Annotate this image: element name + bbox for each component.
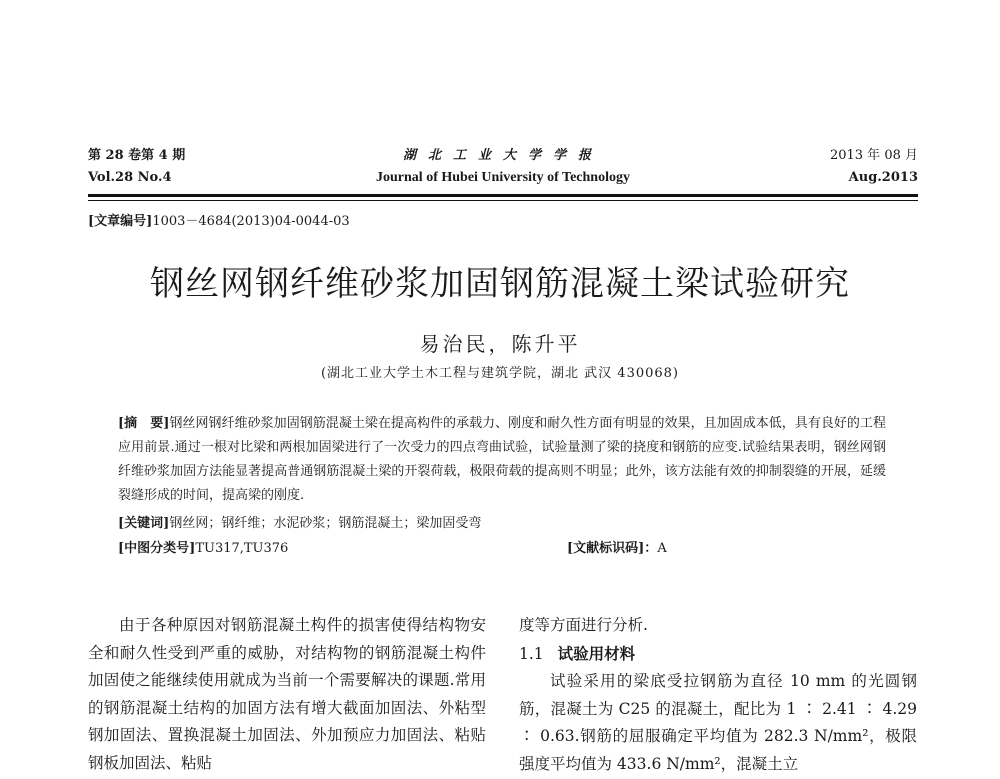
keywords	[118, 512, 481, 536]
header-rule-thin	[88, 200, 918, 201]
article-number	[88, 212, 350, 232]
article-number-value: 1003－4684(2013)04-0044-03	[152, 214, 350, 229]
classification-value: TU317,TU376	[195, 541, 289, 556]
body-column-left	[88, 612, 486, 778]
volume-issue-en: Vol.28 No.4	[88, 170, 172, 185]
abstract-text: 钢丝网钢纤维砂浆加固钢筋混凝土梁在提高构件的承载力、刚度和耐久性方面有明显的效果，且加固成本低，具有良好的工程应用前景.通过一根对比梁和两根加固梁进行了一次受力的四点弯曲试验，试验量测了梁的挠度和钢筋的应变.试验结果表明，钢丝网钢纤维砂浆加固方法能显著提高普通钢筋混凝土梁的开裂荷载，极限荷载的提高则不明显；此外，该方法能有效的抑制裂缝的开展，延缓裂缝形成的时间，提高梁的刚度.	[118, 416, 886, 503]
paper-title: 钢丝网钢纤维砂浆加固钢筋混凝土梁试验研究	[150, 264, 850, 304]
article-number-label: [文章编号]	[88, 214, 153, 229]
publication-date-en: Aug.2013	[848, 170, 918, 185]
journal-name-cn: 湖北工业大学学报	[402, 148, 603, 163]
header-rule-thick	[88, 194, 918, 197]
document-code	[567, 537, 667, 561]
abstract-label: [摘 要]	[118, 416, 170, 431]
author-affiliation: (湖北工业大学土木工程与建筑学院，湖北 武汉 430068)	[320, 366, 680, 381]
running-header-cn	[88, 146, 918, 166]
body-paragraph: 由于各种原因对钢筋混凝土构件的损害使得结构物安全和耐久性受到严重的威胁，对结构物的钢筋混凝土构件加固使之能继续使用就成为当前一个需要解决的课题.常用的钢筋混凝土结构的加固方法有增大截面加固法、外粘型钢加固法、置换混凝土加固法、外加预应力加固法、粘贴钢板加固法、粘贴	[88, 616, 486, 772]
publication-date-cn: 2013 年 08 月	[829, 148, 918, 163]
running-header-en	[88, 168, 918, 188]
journal-name-en: Journal of Hubei University of Technology	[376, 170, 630, 185]
classification-label: [中图分类号]	[118, 541, 196, 556]
classification-number	[118, 537, 288, 561]
document-code-value: A	[657, 541, 667, 556]
document-code-label: [文献标识码]：	[567, 541, 658, 556]
keywords-label: [关键词]	[118, 516, 170, 531]
section-number: 1.1	[519, 644, 544, 663]
body-continuation: 度等方面进行分析.	[519, 616, 648, 634]
section-title: 试验用材料	[557, 643, 636, 663]
keywords-text: 钢丝网；钢纤维；水泥砂浆；钢筋混凝土；梁加固受弯	[169, 516, 482, 531]
body-paragraph: 试验采用的梁底受拉钢筋为直径 10 mm 的光圆钢筋，混凝土为 C25 的混凝土，配比为 1 ∶ 2.41 ∶ 4.29 ∶ 0.63.钢筋的屈服确定平均值为 282.3 N/mm²，极限强度平均值为 433.6 N/mm²，混凝土立	[519, 672, 917, 773]
volume-issue-cn: 第 28 卷第 4 期	[88, 148, 186, 163]
section-heading	[519, 640, 917, 669]
paper-authors: 易治民，陈升平	[419, 332, 581, 356]
abstract	[118, 412, 886, 508]
body-column-right	[519, 612, 917, 779]
